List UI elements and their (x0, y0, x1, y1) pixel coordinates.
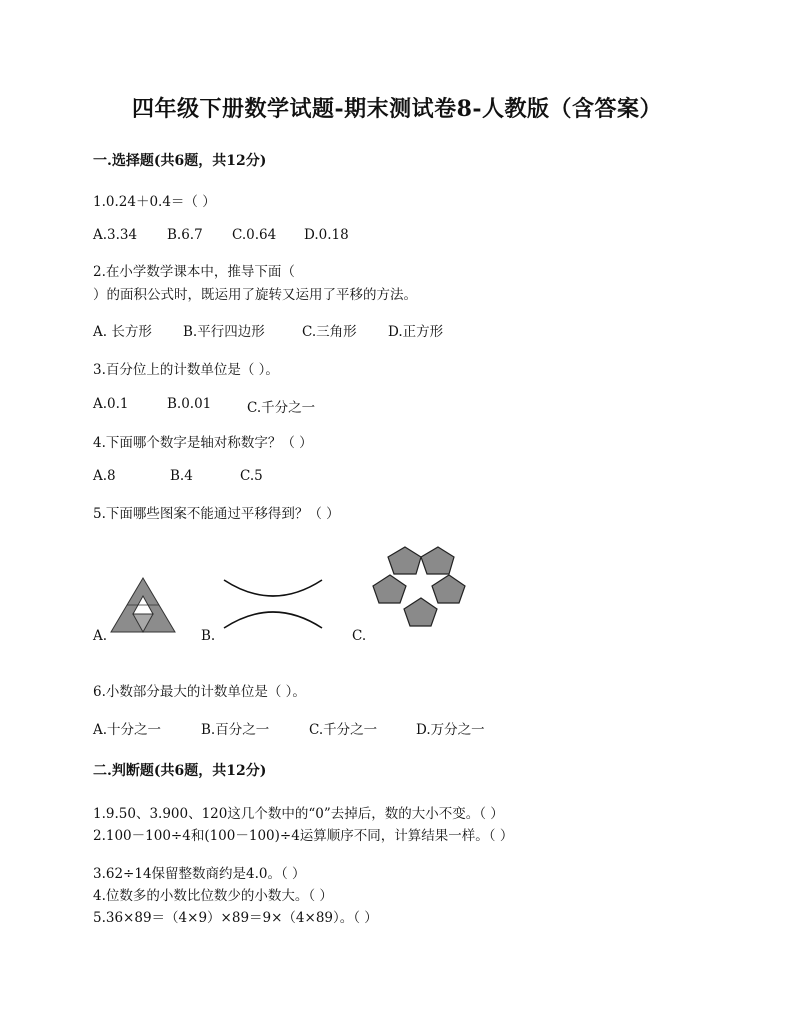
q3-option-b: B.0.01 (167, 396, 212, 412)
q1-option-c: C.0.64 (232, 227, 277, 243)
question-6: 6.小数部分最大的计数单位是（ ）。 (93, 684, 306, 700)
question-4: 4.下面哪个数字是轴对称数字？（ ） (93, 435, 313, 451)
figure-b-arcs (222, 578, 324, 630)
q2-option-c: C.三角形 (302, 324, 357, 340)
q5-option-c: C. (352, 628, 367, 644)
q3-option-c: C.千分之一 (247, 400, 316, 416)
q2-option-d: D.正方形 (388, 324, 444, 340)
section-heading-choice: 一.选择题(共6题，共12分) (93, 153, 267, 169)
q6-option-d: D.万分之一 (416, 722, 485, 738)
q5-option-b: B. (201, 628, 216, 644)
judgement-item-1: 1.9.50、3.900、120这几个数中的“0”去掉后，数的大小不变。（ ） (93, 806, 504, 822)
q4-option-c: C.5 (240, 468, 263, 484)
judgement-item-5: 5.36×89＝（4×9）×89＝9×（4×89）。（ ） (93, 910, 378, 926)
question-5: 5.下面哪些图案不能通过平移得到？（ ） (93, 506, 340, 522)
q2-option-a: A. 长方形 (93, 324, 152, 340)
page-title: 四年级下册数学试题-期末测试卷8-人教版（含答案） (131, 96, 663, 122)
question-3: 3.百分位上的计数单位是（ ）。 (93, 362, 279, 378)
q4-option-b: B.4 (170, 468, 193, 484)
q5-option-a: A. (93, 628, 108, 644)
q1-option-b: B.6.7 (167, 227, 203, 243)
question-2-line1: 2.在小学数学课本中，推导下面（ (93, 264, 295, 280)
q6-option-b: B.百分之一 (201, 722, 270, 738)
question-2-line2: ）的面积公式时，既运用了旋转又运用了平移的方法。 (93, 287, 417, 303)
figure-a-triangle (110, 577, 176, 633)
q2-option-b: B.平行四边形 (183, 324, 265, 340)
judgement-item-4: 4.位数多的小数比位数少的小数大。（ ） (93, 888, 333, 904)
figure-c-pentagons (374, 546, 466, 632)
section-heading-judgement: 二.判断题(共6题，共12分) (93, 763, 267, 779)
question-1: 1.0.24＋0.4＝（ ） (93, 194, 216, 210)
judgement-item-3: 3.62÷14保留整数商约是4.0。（ ） (93, 866, 306, 882)
q6-option-a: A.十分之一 (93, 722, 162, 738)
judgement-item-2: 2.100－100÷4和(100－100)÷4运算顺序不同，计算结果一样。（ ） (93, 828, 514, 844)
q1-option-a: A.3.34 (93, 227, 138, 243)
q3-option-a: A.0.1 (93, 396, 129, 412)
q6-option-c: C.千分之一 (309, 722, 378, 738)
q1-option-d: D.0.18 (304, 227, 349, 243)
q4-option-a: A.8 (93, 468, 116, 484)
